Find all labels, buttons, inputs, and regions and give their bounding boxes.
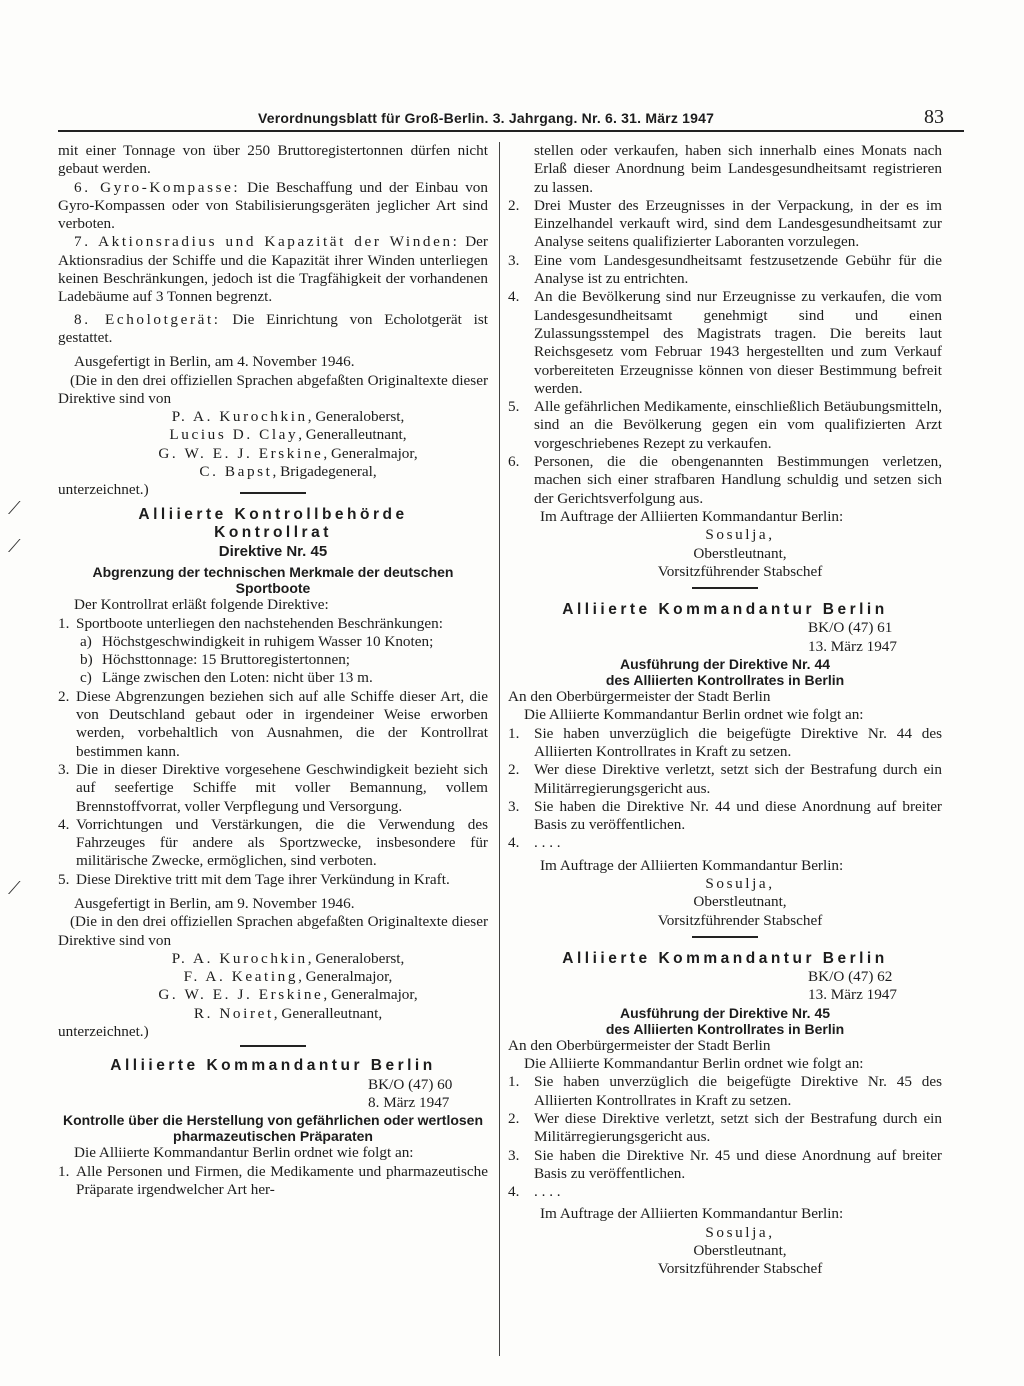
signatory-name: P. A. Kurochkin [171,949,308,967]
signature-name: Sosulja, [705,874,775,892]
margin-mark: ⟋ [8,498,21,519]
order-reference: BK/O (47) 60 [368,1075,453,1093]
margin-mark: ⟋ [8,536,21,557]
item-text: Wer diese Direktive verletzt, setzt sich der Bestrafung durch ein Militärregierungsgericht aus. [534,1109,942,1146]
signatory [88,950,488,968]
item-text: Personen, die die obengenannten Bestimmungen verletzen, machen sich einer strafbaren Handlung schuldig und setzen sich der Gerichtsverfolgung aus. [534,453,942,507]
item-number: 4. [508,1183,520,1201]
item-text: Wer diese Direktive verletzt, setzt sich der Bestrafung durch ein Militärregierungsgericht aus. [534,761,942,797]
item-text: Diese Direktive tritt mit dem Tage ihrer Verkündung in Kraft. [76,870,450,888]
sub-item [58,633,488,651]
item-text: Sie haben die Direktive Nr. 45 und diese Anordnung auf breiter Basis zu veröffentlichen. [534,1146,942,1182]
item-text: An die Bevölkerung sind nur Erzeugnisse zu verkaufen, die vom Landesgesundheitsamt genehmigt sind und einen Zulassungsstempel des Magistrats tragen. Die bereits laut Reichsgesetz vom Februar 1943 hergestellten und zum Verkauf vorbereiteten Erzeugnisse können von dieser Bestimmung befreit werden. [534,288,942,397]
signatory [88,426,488,444]
signatory-name: F. A. Keating [183,968,299,986]
list-item [58,1163,488,1200]
list-item [508,1147,942,1184]
order-recipient: An den Oberbürgermeister der Stadt Berlin [508,688,771,706]
sub-item-label: c) [80,669,92,687]
item-number: 4. [508,288,520,306]
signatory-rank: , Generaloberst, [307,408,405,426]
signature-block [508,1224,942,1279]
list-item [58,761,488,816]
item-number: 4. [58,815,70,833]
order-intro: Die Alliierte Kommandantur Berlin ordnet wie folgt an: [524,706,864,724]
item-number: 1. [508,724,520,742]
signatory-name: R. Noiret [193,1004,274,1022]
signatory-rank: , Generalmajor, [298,968,393,986]
list-item [58,688,488,761]
sub-item [58,651,488,669]
signed-line: unterzeichnet.) [58,1023,149,1041]
paragraph-7 [58,233,488,306]
column-divider [499,142,500,1356]
signature-name: Sosulja, [705,526,775,544]
list-item [508,398,942,453]
page-header [58,106,964,132]
sub-item-text: Höchstgeschwindigkeit in ruhigem Wasser 10 Knoten; [102,632,434,650]
signature-role: Vorsitzführender Stabschef [657,562,823,580]
order-date: 13. März 1947 [808,637,897,655]
sub-item-text: Höchsttonnage: 15 Bruttoregistertonnen; [102,651,351,669]
issued-line: Ausgefertigt in Berlin, am 4. November 1946. [74,353,355,371]
order-subject-line2: des Alliierten Kontrollrates in Berlin [605,1020,845,1037]
list-item [508,1183,942,1201]
list-item [58,615,488,633]
section-subtitle: Kontrollrat [214,523,332,541]
signatory-rank: , Brigadegeneral, [272,463,377,481]
signatory-rank: , Generalmajor, [323,444,418,462]
sub-item [58,669,488,687]
list-item [508,834,942,852]
signatories [58,408,488,481]
item-text: . . . . [534,834,561,852]
signature-rank: Oberstleutnant, [693,893,787,911]
item-number: 1. [58,614,70,632]
paragraph-6 [58,179,488,234]
item-number: 2. [508,196,520,214]
signatory-rank: , Generalleutnant, [273,1004,383,1022]
signatory [88,445,488,463]
item-number: 3. [508,251,520,269]
signatory-rank: , Generaloberst, [307,949,405,967]
signatory-rank: , Generalmajor, [323,986,418,1004]
item-text: Vorrichtungen und Verstärkungen, die die Verwendung des Fahrzeuges für andere als Sportzwecke, insbesondere für militärische Zwecke, ermöglichen, sind verboten. [76,815,488,870]
order-date: 13. März 1947 [808,986,897,1004]
item-text: Die in dieser Direktive vorgesehene Geschwindigkeit bezieht sich auf seefertige Schiffe mit voller Bemannung, vollem Brennstoffvorrat, voller Verpflegung und Versorgung. [76,760,488,815]
item-number: 2. [508,761,520,779]
paragraph-7-body: Der Aktionsradius der Schiffe und die Kapazität ihrer Winden unterliegen keinen Beschränkungen, jedoch ist die Tragfähigkeit der vorhandenen Ladebäume auf 3 Tonnen begrenzt. [58,233,488,306]
order-subject-line1: Ausführung der Direktive Nr. 45 [619,1004,831,1021]
signature-role: Vorsitzführender Stabschef [657,1260,823,1278]
signature-block [508,526,942,581]
issued-line: Ausgefertigt in Berlin, am 9. November 1946. [74,894,355,912]
sub-item-label: a) [80,632,92,650]
signed-line: unterzeichnet.) [58,481,149,499]
signature-name: Sosulja, [705,1223,775,1241]
left-column [58,142,488,1199]
margin-mark: ⟋ [8,878,21,899]
section-title: Alliierte Kommandantur Berlin [562,949,888,967]
signatory-rank: , Generalleutnant, [298,426,407,444]
list-item [508,197,942,252]
signatory [88,463,488,481]
signatory-name: G. W. E. J. Erskine [158,986,324,1004]
item-number: 1. [508,1073,520,1091]
signatory-name: G. W. E. J. Erskine [158,444,324,462]
item-text: Sie haben die Direktive Nr. 44 und diese Anordnung auf breiter Basis zu veröffentlichen. [534,797,942,834]
paragraph-8-heading: 8. Echolotgerät: [74,310,221,328]
originals-note: (Die in den drei offiziellen Sprachen abgefaßten Originaltexte dieser Direktive sind von [58,371,488,407]
paragraph-6-body: Die Beschaffung und der Einbau von Gyro-Kompassen oder von Stabilisierungsgeräten jeglicher Art sind verboten. [58,178,488,233]
list-item [508,761,942,798]
paragraph-8-body: Die Einrichtung von Echolotgerät ist gestattet. [58,310,488,346]
signatory-name: C. Bapst [199,463,273,481]
item-number: 5. [58,870,70,888]
paragraph-8 [58,311,488,348]
signatory-name: P. A. Kurochkin [171,408,308,426]
directive-number: Direktive Nr. 45 [218,543,328,561]
order-intro: Die Alliierte Kommandantur Berlin ordnet wie folgt an: [74,1144,414,1162]
item-text: Diese Abgrenzungen beziehen sich auf alle Schiffe dieser Art, die von Deutschland gebaut oder in irgendeiner Weise erworben werden, vorbehaltlich von Ausnahmen, die der Kontrollrat bestimmen kann. [76,687,488,760]
paragraph-7-heading: 7. Aktionsradius und Kapazität der Winden: [74,233,460,251]
paragraph-6-heading: 6. Gyro-Kompasse: [74,178,241,196]
order-line: Im Auftrage der Alliierten Kommandantur Berlin: [540,507,844,525]
signatory [88,986,488,1004]
order-date: 8. März 1947 [368,1093,450,1111]
order-recipient: An den Oberbürgermeister der Stadt Berlin [508,1036,771,1054]
item-text: Sportboote unterliegen den nachstehenden Beschränkungen: [76,614,443,632]
order-intro: Die Alliierte Kommandantur Berlin ordnet wie folgt an: [524,1055,864,1073]
page-number: 83 [924,106,944,128]
item-text: Eine vom Landesgesundheitsamt festzusetzende Gebühr für die Analyse ist zu entrichten. [534,251,942,288]
list-item [508,1073,942,1110]
list-item [508,725,942,762]
signatories [58,950,488,1023]
paragraph-intro: mit einer Tonnage von über 250 Bruttoregistertonnen dürfen nicht gebaut werden. [58,142,488,178]
item-number: 2. [508,1109,520,1127]
item-number: 5. [508,398,520,416]
list-item [508,453,942,508]
signatory-name: Lucius D. Clay [169,426,299,444]
item-text: Sie haben unverzüglich die beigefügte Direktive Nr. 44 des Alliierten Kontrollrates in Kraft zu setzen. [534,724,942,760]
originals-note: (Die in den drei offiziellen Sprachen abgefaßten Originaltexte dieser Direktive sind von [58,913,488,949]
item-text: Sie haben unverzüglich die beigefügte Direktive Nr. 45 des Alliierten Kontrollrates in Kraft zu setzen. [534,1073,942,1109]
list-item [508,1110,942,1147]
order-subject: Kontrolle über die Herstellung von gefährlichen oder wertlosen pharmazeutischen Präparaten [62,1112,484,1145]
list-item [58,816,488,871]
item-number: 2. [58,687,70,705]
list-item [508,252,942,289]
list-item [508,798,942,835]
right-column [508,142,942,1279]
order-subject-line2: des Alliierten Kontrollrates in Berlin [605,672,845,689]
order-line: Im Auftrage der Alliierten Kommandantur Berlin: [540,1205,844,1223]
header-title: Verordnungsblatt für Groß-Berlin. 3. Jahrgang. Nr. 6. 31. März 1947 [258,110,715,126]
signature-rank: Oberstleutnant, [693,1242,787,1260]
item-text: Drei Muster des Erzeugnisses in der Verpackung, in der es im Einzelhandel verkauft wird, sind dem Landesgesundheitsamt zur Analyse seitens qualifizierter Laboranten vorzulegen. [534,196,942,251]
item-number: 4. [508,834,520,852]
item-number: 3. [508,797,520,815]
directive-subject: Abgrenzung der technischen Merkmale der deutschen Sportboote [92,564,454,597]
order-reference: BK/O (47) 61 [808,619,893,637]
directive-intro: Der Kontrollrat erläßt folgende Direktive: [74,596,329,614]
header-rule [58,130,964,132]
continued-text: stellen oder verkaufen, haben sich innerhalb eines Monats nach Erlaß dieser Anordnung beim Landesgesundheitsamt registrieren zu lassen. [534,142,942,196]
signatory [88,408,488,426]
signature-block [508,875,942,930]
item-text: . . . . [534,1183,561,1201]
order-subject-line1: Ausführung der Direktive Nr. 44 [619,656,831,673]
order-reference: BK/O (47) 62 [808,968,893,986]
order-line: Im Auftrage der Alliierten Kommandantur Berlin: [540,856,844,874]
sub-item-text: Länge zwischen den Loten: nicht über 13 m. [102,669,373,687]
section-title: Alliierte Kontrollbehörde [138,505,408,523]
item-number: 6. [508,453,520,471]
item-text: Alle gefährlichen Medikamente, einschließlich Betäubungsmitteln, sind an die Bevölkerung gegen ein vom qualifizierten Arzt vorgeschriebenes Rezept zu verkaufen. [534,398,942,452]
list-item [58,871,488,889]
section-title: Alliierte Kommandantur Berlin [110,1057,436,1075]
item-number: 3. [58,760,70,778]
signature-role: Vorsitzführender Stabschef [657,911,823,929]
list-item [508,288,942,398]
section-title: Alliierte Kommandantur Berlin [562,601,888,619]
item-number: 3. [508,1146,520,1164]
signatory [88,968,488,986]
item-text: Alle Personen und Firmen, die Medikamente und pharmazeutische Präparate irgendwelcher Art her- [76,1162,488,1198]
item-number: 1. [58,1162,70,1180]
signature-rank: Oberstleutnant, [693,544,787,562]
sub-item-label: b) [80,651,93,669]
signatory [88,1005,488,1023]
